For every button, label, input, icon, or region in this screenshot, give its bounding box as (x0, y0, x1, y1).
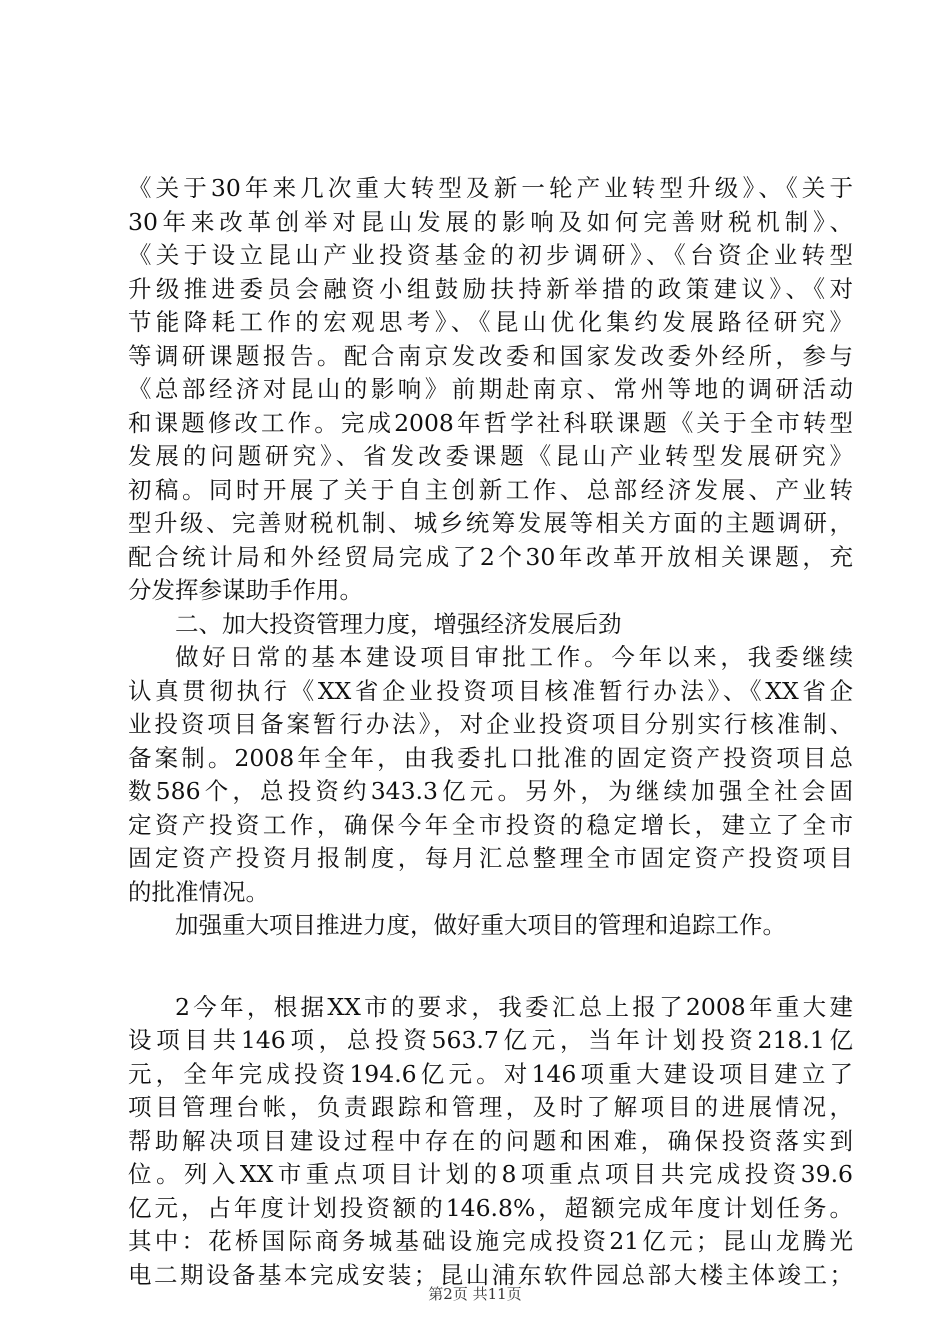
text-line: 业投资项目备案暂行办法》，对企业投资项目分别实行核准制、 (128, 710, 853, 738)
page-number-footer: 第2页 共11页 (428, 1285, 522, 1303)
text-line: 的批准情况。 (128, 877, 269, 906)
text-line: 认真贯彻执行《XX省企业投资项目核准暂行办法》、《XX省企 (128, 676, 853, 705)
text-line: 《总部经济对昆山的影响》前期赴南京、常州等地的调研活动 (128, 375, 853, 403)
text-line: 配合统计局和外经贸局完成了2个30年改革开放相关课题，充 (128, 542, 853, 571)
text-line: 初稿。同时开展了关于自主创新工作、总部经济发展、产业转 (128, 475, 853, 504)
text-line: 和课题修改工作。完成2008年哲学社科联课题《关于全市转型 (128, 408, 853, 437)
section-heading: 二、加大投资管理力度，增强经济发展后劲 (175, 609, 622, 638)
text-line: 30年来改革创举对昆山发展的影响及如何完善财税机制》、 (128, 207, 853, 236)
text-line: 项目管理台帐，负责跟踪和管理，及时了解项目的进展情况， (128, 1093, 853, 1121)
text-line: 《关于30年来几次重大转型及新一轮产业转型升级》、《关于 (128, 174, 853, 202)
text-line: 设项目共146项，总投资563.7亿元，当年计划投资218.1亿 (128, 1026, 853, 1054)
text-line: 固定资产投资月报制度，每月汇总整理全市固定资产投资项目 (128, 844, 853, 872)
text-line: 帮助解决项目建设过程中存在的问题和困难，确保投资落实到 (128, 1126, 853, 1155)
text-line: 升级推进委员会融资小组鼓励扶持新举措的政策建议》、《对 (128, 274, 853, 303)
text-line: 做好日常的基本建设项目审批工作。今年以来，我委继续 (175, 643, 853, 671)
text-line: 型升级、完善财税机制、城乡统筹发展等相关方面的主题调研， (128, 509, 853, 537)
text-line: 位。列入XX市重点项目计划的8项重点项目共完成投资39.6 (128, 1160, 853, 1188)
text-line: 《关于设立昆山产业投资基金的初步调研》、《台资企业转型 (128, 241, 853, 269)
text-line: 其中：花桥国际商务城基础设施完成投资21亿元；昆山龙腾光 (128, 1227, 853, 1255)
document-body (128, 172, 853, 1292)
text-line: 备案制。2008年全年，由我委扎口批准的固定资产投资项目总 (128, 743, 853, 772)
text-line: 2今年，根据XX市的要求，我委汇总上报了2008年重大建 (175, 992, 853, 1021)
text-line: 分发挥参谋助手作用。 (128, 576, 363, 604)
text-line: 定资产投资工作，确保今年全市投资的稳定增长，建立了全市 (128, 810, 853, 839)
text-line: 发展的问题研究》、省发改委课题《昆山产业转型发展研究》 (128, 442, 853, 470)
text-line: 电二期设备基本完成安装；昆山浦东软件园总部大楼主体竣工； (128, 1260, 853, 1289)
text-line: 节能降耗工作的宏观思考》、《昆山优化集约发展路径研究》 (128, 308, 853, 336)
text-line: 加强重大项目推进力度，做好重大项目的管理和追踪工作。 (175, 911, 786, 939)
text-line: 元，全年完成投资194.6亿元。对146项重大建设项目建立了 (128, 1059, 853, 1088)
text-line: 亿元，占年度计划投资额的146.8%，超额完成年度计划任务。 (128, 1193, 853, 1222)
text-line: 等调研课题报告。配合南京发改委和国家发改委外经所，参与 (128, 341, 853, 370)
text-line: 数586个，总投资约343.3亿元。另外，为继续加强全社会固 (128, 777, 853, 805)
